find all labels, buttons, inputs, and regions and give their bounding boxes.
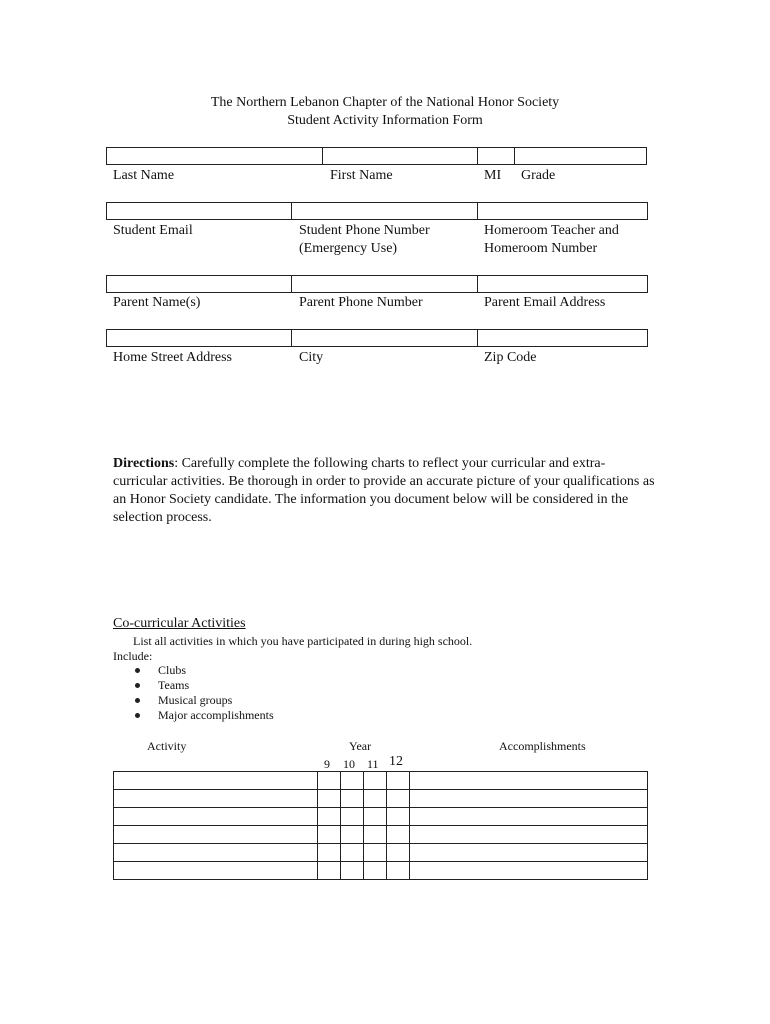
zip-code-label: Zip Code bbox=[484, 350, 537, 365]
year-12-cell[interactable] bbox=[387, 772, 410, 790]
contact-fields-row bbox=[106, 202, 648, 220]
table-row bbox=[114, 772, 648, 790]
address-fields-row bbox=[106, 329, 648, 347]
list-item-label: Clubs bbox=[158, 663, 187, 677]
year-11-cell[interactable] bbox=[364, 772, 387, 790]
directions-text: : Carefully complete the following charts to reflect your curricular and extra-curricular activities. Be thorough in order to provide an accurate picture of your qualifications as an Honor Society candidate. The information you document below will be considered in the selection process. bbox=[113, 456, 655, 525]
bullet-icon bbox=[135, 683, 140, 688]
include-label: Include: bbox=[113, 649, 153, 663]
year-12-cell[interactable] bbox=[387, 790, 410, 808]
year-10-cell[interactable] bbox=[341, 844, 364, 862]
table-row bbox=[114, 862, 648, 880]
cocurricular-instruction: List all activities in which you have participated in during high school. bbox=[133, 634, 473, 648]
year-9-cell[interactable] bbox=[318, 862, 341, 880]
parent-name-input[interactable] bbox=[106, 275, 292, 293]
street-address-label: Home Street Address bbox=[113, 350, 232, 365]
form-subtitle: Student Activity Information Form bbox=[287, 113, 483, 128]
year-9-cell[interactable] bbox=[318, 844, 341, 862]
accomplishments-cell[interactable] bbox=[410, 844, 648, 862]
student-email-label: Student Email bbox=[113, 223, 193, 238]
mi-label: MI bbox=[484, 168, 502, 183]
accomplishments-column-header: Accomplishments bbox=[499, 739, 586, 753]
first-name-label: First Name bbox=[330, 168, 393, 183]
parent-email-input[interactable] bbox=[477, 275, 648, 293]
last-name-input[interactable] bbox=[106, 147, 323, 165]
city-input[interactable] bbox=[291, 329, 478, 347]
directions-label: Directions bbox=[113, 456, 175, 471]
activity-cell[interactable] bbox=[114, 790, 318, 808]
table-row bbox=[114, 844, 648, 862]
year-11-header: 11 bbox=[367, 757, 379, 771]
include-list bbox=[113, 663, 274, 723]
year-10-header: 10 bbox=[343, 757, 355, 771]
bullet-icon bbox=[135, 698, 140, 703]
accomplishments-cell[interactable] bbox=[410, 862, 648, 880]
student-phone-label-line1: Student Phone Number bbox=[299, 223, 430, 238]
year-11-cell[interactable] bbox=[364, 844, 387, 862]
year-9-cell[interactable] bbox=[318, 808, 341, 826]
year-11-cell[interactable] bbox=[364, 826, 387, 844]
activity-column-header: Activity bbox=[147, 739, 187, 753]
table-row bbox=[114, 790, 648, 808]
homeroom-input[interactable] bbox=[477, 202, 648, 220]
parent-email-label: Parent Email Address bbox=[484, 295, 606, 310]
list-item bbox=[113, 693, 274, 708]
bullet-icon bbox=[135, 668, 140, 673]
student-phone-label bbox=[299, 222, 430, 258]
year-9-header: 9 bbox=[324, 757, 330, 771]
first-name-input[interactable] bbox=[322, 147, 478, 165]
year-12-header: 12 bbox=[389, 754, 403, 769]
street-address-input[interactable] bbox=[106, 329, 292, 347]
table-row bbox=[114, 826, 648, 844]
activity-cell[interactable] bbox=[114, 844, 318, 862]
student-email-input[interactable] bbox=[106, 202, 292, 220]
list-item bbox=[113, 678, 274, 693]
parent-phone-label: Parent Phone Number bbox=[299, 295, 423, 310]
parent-name-label: Parent Name(s) bbox=[113, 295, 201, 310]
list-item-label: Major accomplishments bbox=[158, 708, 274, 722]
homeroom-label-line2: Homeroom Number bbox=[484, 241, 598, 256]
accomplishments-cell[interactable] bbox=[410, 772, 648, 790]
year-12-cell[interactable] bbox=[387, 862, 410, 880]
parent-fields-row bbox=[106, 275, 648, 293]
activity-cell[interactable] bbox=[114, 772, 318, 790]
accomplishments-cell[interactable] bbox=[410, 790, 648, 808]
table-row bbox=[114, 808, 648, 826]
student-phone-label-line2: (Emergency Use) bbox=[299, 241, 398, 256]
grade-input[interactable] bbox=[514, 147, 647, 165]
list-item bbox=[113, 708, 274, 723]
year-9-cell[interactable] bbox=[318, 772, 341, 790]
directions-paragraph bbox=[113, 455, 658, 527]
year-10-cell[interactable] bbox=[341, 790, 364, 808]
year-10-cell[interactable] bbox=[341, 862, 364, 880]
year-11-cell[interactable] bbox=[364, 790, 387, 808]
zip-code-input[interactable] bbox=[477, 329, 648, 347]
activity-cell[interactable] bbox=[114, 826, 318, 844]
year-12-cell[interactable] bbox=[387, 808, 410, 826]
activity-cell[interactable] bbox=[114, 862, 318, 880]
student-phone-input[interactable] bbox=[291, 202, 478, 220]
name-fields-row bbox=[106, 147, 647, 165]
year-10-cell[interactable] bbox=[341, 772, 364, 790]
year-12-cell[interactable] bbox=[387, 844, 410, 862]
bullet-icon bbox=[135, 713, 140, 718]
accomplishments-cell[interactable] bbox=[410, 808, 648, 826]
year-10-cell[interactable] bbox=[341, 808, 364, 826]
mi-input[interactable] bbox=[477, 147, 515, 165]
year-9-cell[interactable] bbox=[318, 790, 341, 808]
homeroom-label bbox=[484, 222, 619, 258]
last-name-label: Last Name bbox=[113, 168, 175, 183]
year-9-cell[interactable] bbox=[318, 826, 341, 844]
grade-label: Grade bbox=[521, 168, 556, 183]
list-item-label: Teams bbox=[158, 678, 190, 692]
city-label: City bbox=[299, 350, 324, 365]
year-11-cell[interactable] bbox=[364, 808, 387, 826]
year-12-cell[interactable] bbox=[387, 826, 410, 844]
list-item-label: Musical groups bbox=[158, 693, 233, 707]
year-10-cell[interactable] bbox=[341, 826, 364, 844]
accomplishments-cell[interactable] bbox=[410, 826, 648, 844]
form-title: The Northern Lebanon Chapter of the National Honor Society bbox=[210, 95, 560, 110]
activity-cell[interactable] bbox=[114, 808, 318, 826]
parent-phone-input[interactable] bbox=[291, 275, 478, 293]
list-item bbox=[113, 663, 274, 678]
activities-table bbox=[113, 771, 648, 880]
year-11-cell[interactable] bbox=[364, 862, 387, 880]
homeroom-label-line1: Homeroom Teacher and bbox=[484, 223, 619, 238]
year-column-header: Year bbox=[349, 739, 372, 753]
cocurricular-heading: Co-curricular Activities bbox=[113, 616, 246, 631]
